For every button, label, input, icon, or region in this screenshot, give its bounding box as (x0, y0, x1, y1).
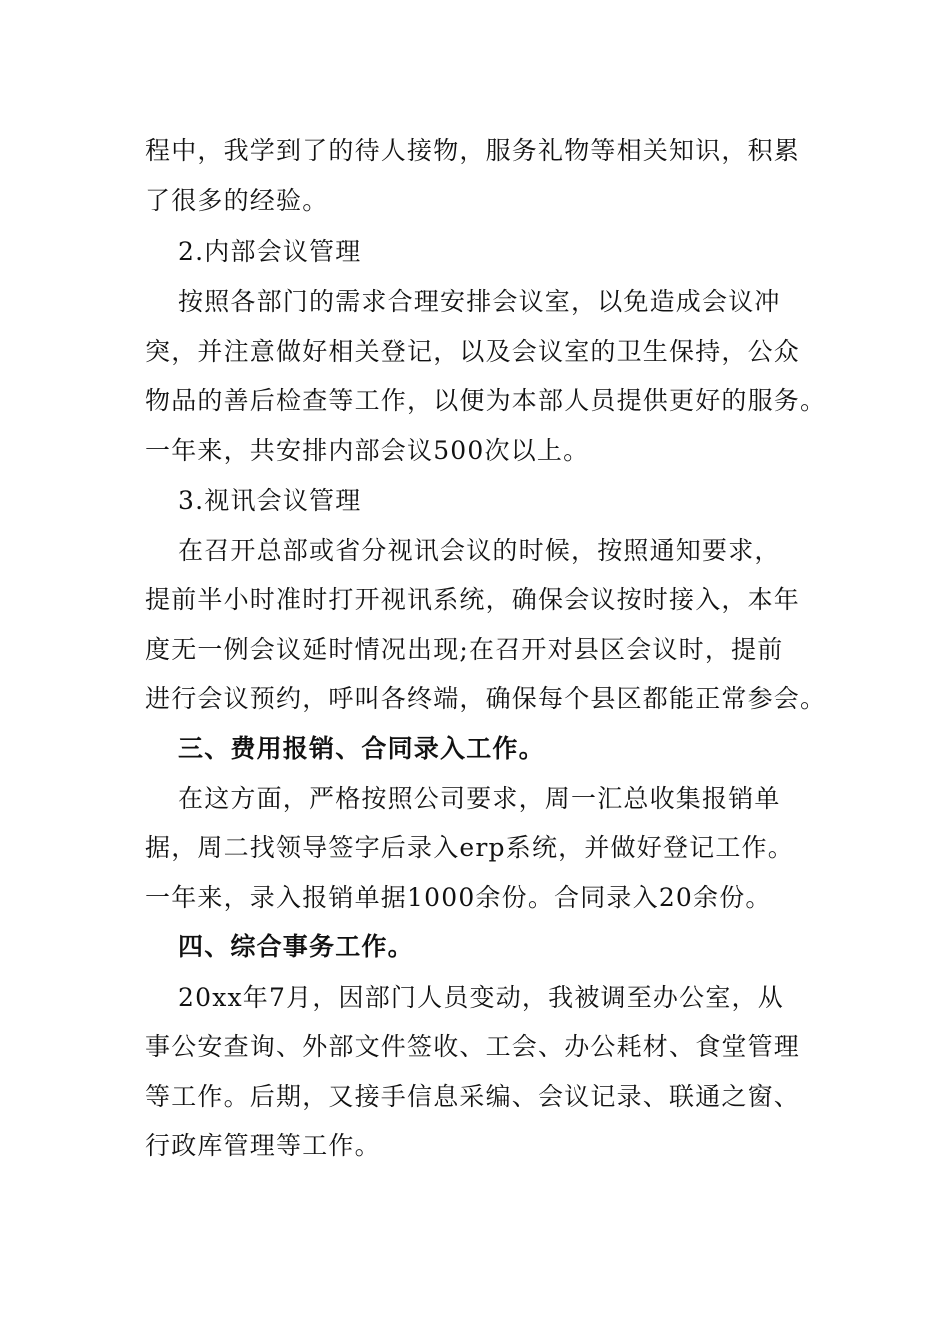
paragraph-line: 等工作。后期，又接手信息采编、会议记录、联通之窗、 (145, 1082, 801, 1111)
paragraph-line: 度无一例会议延时情况出现;在召开对县区会议时，提前 (145, 635, 784, 664)
paragraph-line: 行政库管理等工作。 (145, 1131, 381, 1160)
paragraph-line: 按照各部门的需求合理安排会议室，以免造成会议冲 (178, 287, 781, 316)
paragraph-line: 事公安查询、外部文件签收、工会、办公耗材、食堂管理 (145, 1032, 801, 1061)
paragraph-line: 20xx年7月，因部门人员变动，我被调至办公室，从 (178, 983, 784, 1012)
paragraph-line: 在召开总部或省分视讯会议的时候，按照通知要求， (178, 536, 781, 565)
section-heading: 2.内部会议管理 (178, 237, 362, 266)
paragraph-line: 一年来，共安排内部会议500次以上。 (145, 436, 590, 465)
section-heading: 3.视讯会议管理 (178, 486, 362, 515)
paragraph-line: 突，并注意做好相关登记，以及会议室的卫生保持，公众 (145, 337, 801, 366)
paragraph-line: 了很多的经验。 (145, 186, 329, 215)
paragraph-line: 一年来，录入报销单据1000余份。合同录入20余份。 (145, 883, 772, 912)
section-heading: 四、综合事务工作。 (178, 932, 414, 961)
paragraph-line: 在这方面，严格按照公司要求，周一汇总收集报销单 (178, 784, 781, 813)
section-heading: 三、费用报销、合同录入工作。 (178, 734, 545, 763)
paragraph-line: 进行会议预约，呼叫各终端，确保每个县区都能正常参会。 (145, 684, 827, 713)
paragraph-line: 程中，我学到了的待人接物，服务礼物等相关知识，积累 (145, 136, 801, 165)
paragraph-line: 物品的善后检查等工作，以便为本部人员提供更好的服务。 (145, 386, 827, 415)
paragraph-line: 提前半小时准时打开视讯系统，确保会议按时接入，本年 (145, 585, 801, 614)
paragraph-line: 据，周二找领导签字后录入erp系统，并做好登记工作。 (145, 833, 794, 862)
